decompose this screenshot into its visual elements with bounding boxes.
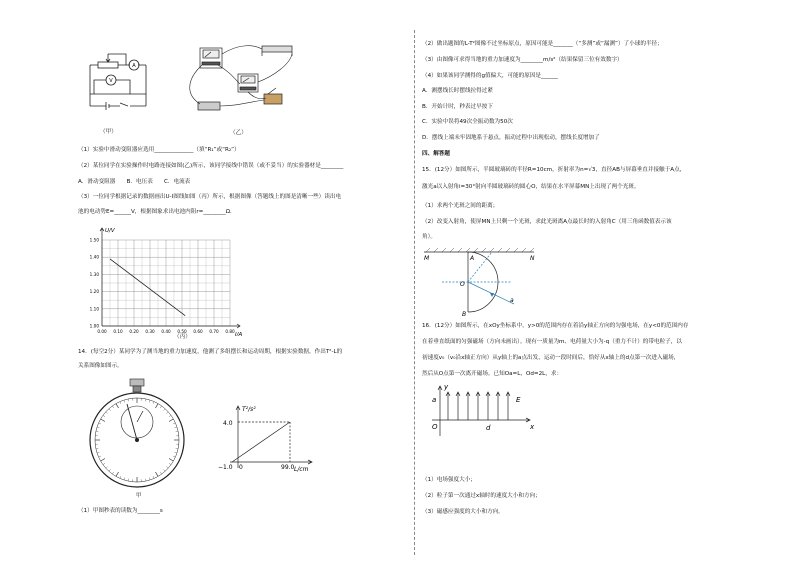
dial-tick [175,452,177,453]
fig-jia-caption: （甲） [100,129,117,135]
q16-part1: （1）电场强度大小； [422,477,476,483]
q13-part3-line1: （3）一位同学根据记录的数据画出U-I图线如图（丙）所示，根据图像（答题线上的图是清晰一些）读出电 [78,194,342,200]
dial-tick [166,466,168,468]
x-axis-label: I/A [235,332,243,336]
dial-tick [96,448,98,449]
q15-part1: （1）求两个光斑之间的距离； [422,203,499,209]
dial-tick [176,448,178,449]
dial-tick [149,478,150,480]
dial-tick [97,452,99,453]
y-axis [100,228,104,326]
q14-line1: 14．(每空2分）某同学为了测当地的重力加速度，他测了多组摆长和运动周期，根据实验数据，作出T²-L的 [78,349,343,355]
q14-line2: 关系图像如图示。 [78,363,123,369]
field-arrow [466,392,470,420]
stopwatch-crown [130,379,144,386]
stopwatch-hand [127,404,137,440]
dial-tick [97,427,99,428]
label-m: M [424,255,430,262]
q15-line2: 激光a以入射角i=30°射向半圆玻璃砖的圆心O，结果在水平屏幕MN上出现了两个光斑。 [422,184,640,190]
x-label: x [530,423,535,431]
dial-tick [163,469,165,471]
q14-part4: （4）如果该同学测得的g值偏大，可能的原因是______ [422,73,558,79]
u-i-chart [78,222,258,336]
q14-part2: （2）做出题图的L-T²图像不过坐标原点，原因可能是_______（“多测”或“漏测”）了小球的半径； [422,41,663,47]
dial-tick [109,409,111,411]
wire-4 [258,54,292,82]
field-arrow [486,392,490,420]
x-axis [432,418,530,422]
wire-1 [222,46,262,54]
y-tick-label: 1.30 [89,271,99,277]
t2-l-graph [208,400,320,472]
chart-ticks [90,238,235,335]
x-tick-label: 0.10 [113,329,123,334]
x-axis [102,324,240,328]
dial-tick [106,412,108,414]
dial-tick [128,479,129,481]
ammeter-label: A [132,63,136,69]
e-label: E [516,396,521,404]
dial-tick [173,423,175,424]
dial-tick [160,472,161,474]
dial-tick [169,419,173,422]
wire-2 [190,65,202,104]
q14-option-b: B．开始计时，秒表过早按下 [422,104,493,110]
dial-tick [156,404,159,408]
x-tick-label: 0.60 [193,329,203,334]
dial-tick [101,419,105,422]
dial-tick [116,404,119,408]
y-tick-label: 1.00 [89,323,99,329]
dial-tick [153,402,154,404]
x-tick-label: 0.20 [129,329,139,334]
dial-tick [175,427,177,428]
rheostat-resistor [98,62,118,68]
x-tick-label: 0.50 [177,329,187,334]
dial-tick [106,466,108,468]
q14-part3: （3）由图像可求得当地的重力加速度为________m/s²（结果保留三位有效数字） [422,57,623,63]
fig-yi-caption: （乙） [230,130,247,136]
stopwatch-diagram [86,378,190,492]
y-axis [438,386,442,436]
stopwatch-caption: 甲 [136,493,142,499]
field-arrow [456,392,460,420]
dial-tick [99,456,101,457]
l-axis-label: L/cm [294,466,309,472]
x-tick-label: 0.00 [97,329,107,334]
column-divider [414,30,415,555]
chart-grid [102,240,230,326]
t2-axis-label: T²/s² [242,406,256,413]
dial-tick [103,415,105,416]
q15-part2-line1: （2）改变入射角，使屏MN上只剩一个光斑，求此光斑离A点最长时的入射角C（用三角函数值表示该 [422,219,672,225]
dial-tick [169,415,171,416]
dial-tick [99,423,101,424]
x-tick-label: 0.70 [209,329,219,334]
q16-part2: （2）粒子第一次通过x轴时的速度大小和方向； [422,493,541,499]
stopwatch-subhand [137,411,143,422]
dial-tick [156,472,159,476]
q13-part3-line2: 池的电动势E=______V，根据图象求出电池内阻r=________Ω． [78,209,236,215]
dial-tick [160,406,161,408]
semicircle-glass-diagram [422,246,540,318]
q13-part2: （2）某位同学在实验操作时电路连接如图(乙)所示，该同学接线中错误（或不妥当）的实验器材是________ [78,163,344,169]
dial-tick [120,402,121,404]
q16-line3: 初速度v₀（v₀沿x轴正方向）从y轴上的a点出发，运动一段时间后，恰好从x轴上的d点第一次进入磁场， [422,355,680,361]
wire-3 [220,100,264,106]
x-tick-label: 0.30 [145,329,155,334]
dial-tick [109,469,111,471]
dial-tick [120,476,121,478]
field-arrow [446,392,450,420]
origin-label: 0 [239,464,243,471]
dial-tick [176,431,178,432]
q14-option-c: C．实验中误将49次全振动数为50次 [422,119,513,125]
q16-line4: 然后从O点第一次离开磁场。已知Oa=L，Od=2L，求： [422,371,563,377]
dial-tick [96,431,98,432]
voltmeter-label: V [109,78,113,84]
l-neg-tick: −1.0 [218,464,233,471]
dial-tick [145,399,146,401]
dial-tick [124,478,125,480]
x-tick-label: 0.40 [161,329,171,334]
y-label: y [444,383,449,391]
apparatus-diagram-yi [178,40,308,128]
right-column [422,0,747,562]
dial-tick [112,406,113,408]
q16-part3: （3）磁感应强度的大小和方向。 [422,509,504,515]
y-tick-label: 1.50 [89,237,99,243]
y-tick-label: 1.10 [89,306,99,312]
q14-option-a: A．测摆线长时摆线拉得过紧 [422,88,493,94]
label-b: B [462,311,467,318]
d-label: d [486,424,491,432]
field-arrow [506,392,510,420]
rheostat-device [262,46,292,52]
a-label: a [432,396,437,404]
dial-tick [149,400,150,402]
label-o: O [460,281,465,288]
rheostat-wire [90,65,146,94]
dial-tick [169,463,171,464]
q16-line2: 在着垂直纸面的匀强磁场（方向未画出）。现有一质量为m、电荷量大小为-q（重力不计）的带电粒子，以 [422,339,682,345]
label-a-point: A [470,255,475,262]
slider-lead [108,54,126,65]
wire-5 [248,92,266,99]
slider-arrow [106,54,110,62]
dial-tick [166,412,168,414]
dial-tick [128,399,129,401]
chart-caption: （丙） [174,334,191,340]
dial-tick [101,459,105,462]
y-tick-label: 1.20 [89,289,99,295]
field-arrow [476,392,480,420]
q15-part2-line2: 角）。 [422,234,436,240]
label-a-ray: a [510,297,514,304]
q13-part2-options: A．滑动变阻器 B．电压表 C．电流表 [78,179,191,185]
q14-part1: （1）甲图秒表的读数为________s [78,508,163,514]
field-arrows [446,392,510,420]
o-label: O [432,423,438,431]
t2-tick: 4.0 [223,420,233,427]
y-axis-label: U/V [105,228,115,234]
section-heading: 四、解答题 [422,151,450,157]
dial-tick [145,479,146,481]
dial-tick [112,472,113,474]
x-tick-label: 0.80 [225,329,235,334]
field-diagram [430,382,536,438]
chart-axes [100,228,242,336]
field-arrow [496,392,500,420]
q13-part1: （1）实验中滑动变阻器应选用______________（填“R₁”或“R₂”） [78,147,240,153]
label-n: N [530,255,535,262]
battery-box [198,102,220,110]
q15-line1: 15．(12分）如图所示，半圆玻璃砖的半径R=10cm，折射率为n=√3，直径AB与屏幕垂直并接触于A点， [422,167,686,173]
left-column [78,0,408,562]
dial-tick [169,459,173,462]
y-tick-label: 1.40 [89,254,99,260]
q14-option-d: D．摆线上端未牢固地系于悬点，振动过程中出现松动，摆线长度增加了 [422,135,600,141]
dial-tick [163,409,165,411]
l-tick: 99.0 [281,464,295,471]
battery-symbol [90,94,146,110]
dial-tick [173,456,175,457]
circuit-diagram-jia [86,44,166,124]
dial-tick [103,463,105,464]
dial-tick [153,476,154,478]
screen-hatch [426,248,534,252]
q16-line1: 16．(12分）如图所示，在xOy坐标系中，y>0的范围内存在着沿y轴正方向的匀强电场，在y<0的范围内存 [422,323,689,329]
dial-tick [124,400,125,402]
switch-device [264,94,282,104]
dial-tick [116,472,119,476]
t2-l-line [232,422,290,462]
